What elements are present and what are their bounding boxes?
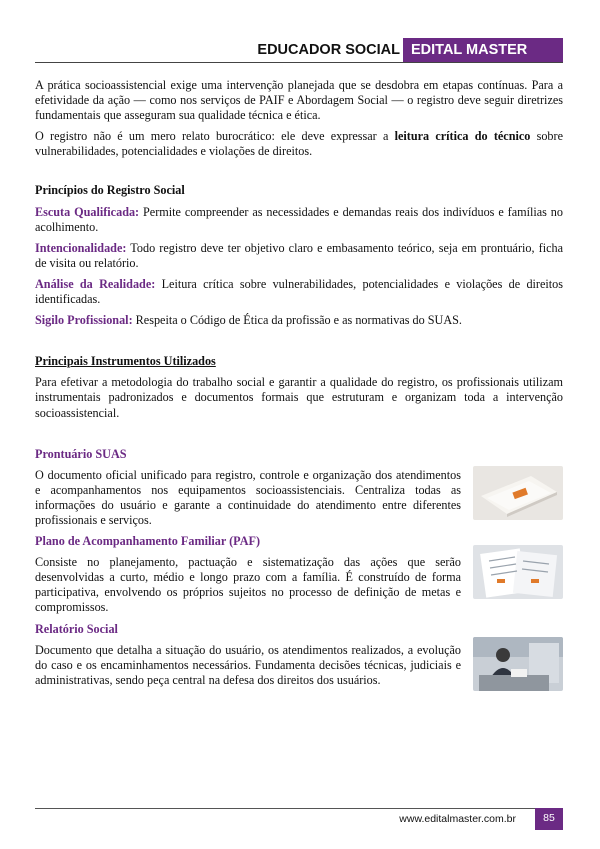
header-divider (35, 62, 563, 63)
header-subject: EDUCADOR SOCIAL (257, 42, 400, 58)
principle-text: Todo registro deve ter objetivo claro e embasamento teórico, seja em prontuário, ficha de visita ou relatório. (35, 240, 563, 270)
footer-url: www.editalmaster.com.br (399, 813, 516, 825)
instrument-block (35, 468, 563, 528)
principle-item (35, 205, 563, 235)
intro-p2-emphasis: leitura crítica do técnico (394, 129, 531, 144)
instrument-title-prontuario: Prontuário SUAS (35, 446, 127, 461)
instrument-text: Documento que detalha a situação do usuário, os atendimentos realizados, a evolução do caso e os encaminhamentos necessários. Fundamenta decisões técnicas, judiciais e administrativas, sendo peça central na defesa dos direitos dos usuários. (35, 642, 461, 687)
principles-heading: Princípios do Registro Social (35, 183, 185, 198)
principle-item (35, 241, 563, 271)
intro-paragraph-2 (35, 129, 563, 159)
relatorio-image (473, 637, 563, 691)
instrument-title-paf: Plano de Acompanhamento Familiar (PAF) (35, 534, 261, 549)
instruments-intro: Para efetivar a metodologia do trabalho social e garantir a qualidade do registro, os profissionais utilizam instrumentais padronizados e documentos formais que estruturam e organizam toda a intervenção socioassistencial. (35, 375, 563, 420)
header-brand: EDITAL MASTER (403, 38, 563, 62)
principle-term: Sigilo Profissional: (35, 313, 133, 328)
principle-text: Leitura crítica sobre vulnerabilidades, potencialidades e violações de direitos identificadas. (35, 276, 564, 307)
principle-text: Permite compreender as necessidades e demandas reais dos indivíduos e famílias no acolhimento. (35, 204, 563, 234)
intro-p2-start: O registro não é um mero relato burocrático: ele deve expressar a (35, 129, 395, 144)
principle-item (35, 277, 563, 307)
intro-p2-end: sobre vulnerabilidades, potencialidades e violações de direitos. (35, 129, 563, 159)
principle-term: Escuta Qualificada: (35, 204, 140, 219)
instrument-block (35, 555, 563, 615)
principle-term: Análise da Realidade: (35, 276, 156, 291)
principle-text: Respeita o Código de Ética da profissão e as normativas do SUAS. (132, 313, 462, 328)
instrument-text: O documento oficial unificado para registro, controle e organização dos atendimentos e acompanhamentos nos equipamentos socioassistenciais. Centraliza todas as informações do usuário e garante a continuidade do atendimento entre diferentes profissionais e serviços. (35, 467, 461, 527)
principle-item (35, 313, 563, 328)
page-number: 85 (535, 808, 563, 830)
footer-divider (35, 808, 563, 809)
page-content (35, 78, 563, 694)
instrument-title-relatorio: Relatório Social (35, 621, 118, 636)
instrument-block (35, 643, 563, 688)
intro-paragraph-1: A prática socioassistencial exige uma intervenção planejada que se desdobra em etapas contínuas. Para a efetividade da ação — como nos serviços de PAIF e Abordagem Social — o registro deve seguir diretrizes fundamentais que asseguram sua qualidade técnica e ética. (35, 78, 563, 123)
instruments-heading: Principais Instrumentos Utilizados (35, 354, 216, 369)
instrument-text: Consiste no planejamento, pactuação e sistematização das ações que serão desenvolvidas a curto, médio e longo prazo com a família. É construído de forma participativa, envolvendo os próprios sujeitos no processo de definição de metas e compromissos. (35, 555, 461, 615)
principle-term: Intencionalidade: (35, 240, 127, 255)
paf-image (473, 545, 563, 599)
page-header (35, 38, 563, 62)
prontuario-image (473, 466, 563, 520)
